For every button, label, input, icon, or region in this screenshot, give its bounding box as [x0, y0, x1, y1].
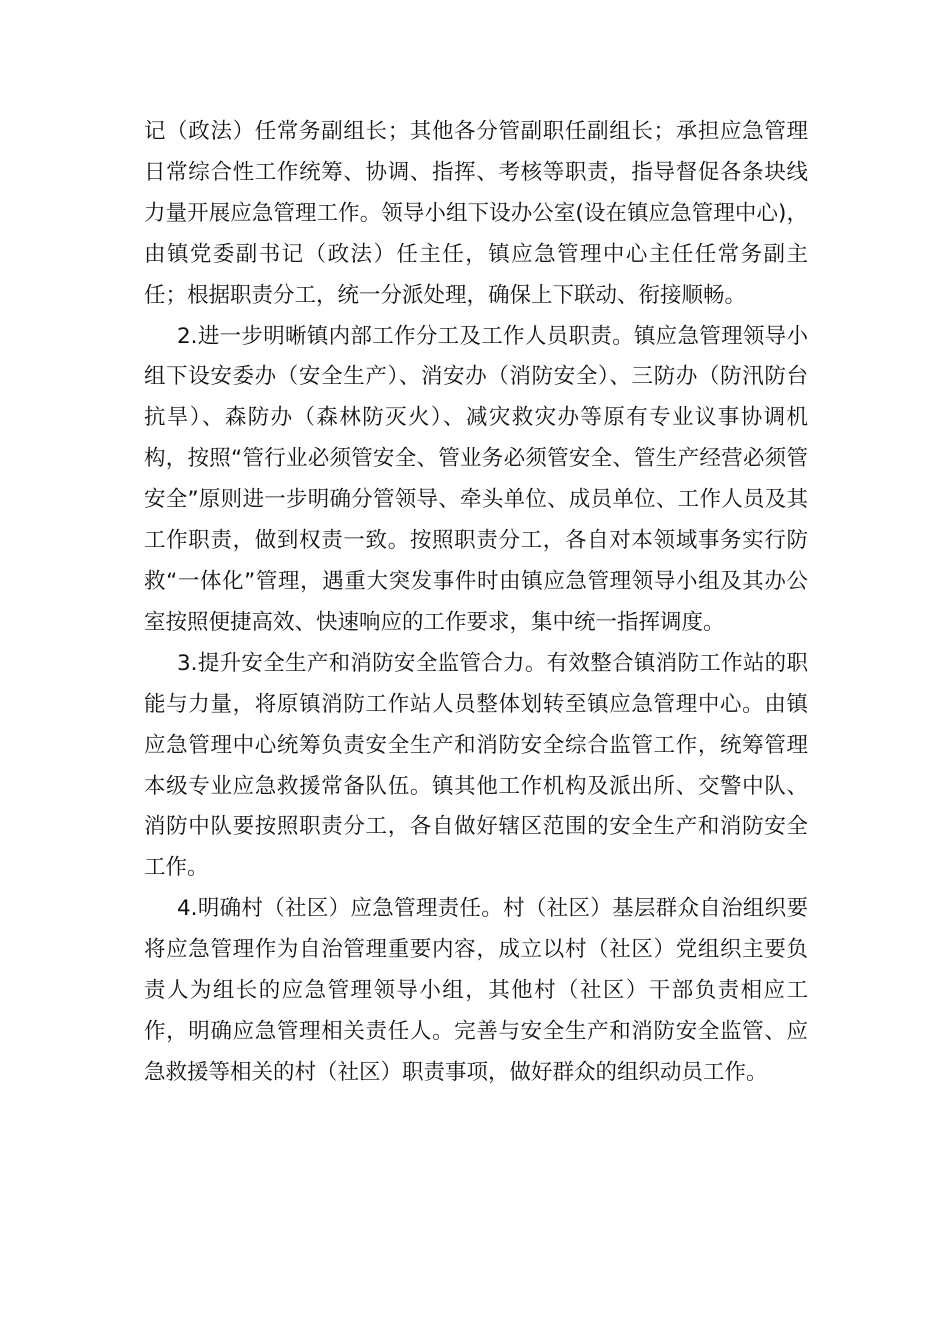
- paragraph-item-3: 3.提升安全生产和消防安全监管合力。有效整合镇消防工作站的职能与力量，将原镇消防工作站人员整体划转至镇应急管理中心。由镇应急管理中心统筹负责安全生产和消防安全综合监管工作，统筹管理本级专业应急救援常备队伍。镇其他工作机构及派出所、交警中队、消防中队要按照职责分工，各自做好辖区范围的安全生产和消防安全工作。: [144, 650, 808, 881]
- document-body: [144, 112, 808, 1094]
- paragraph-item-4: 4.明确村（社区）应急管理责任。村（社区）基层群众自治组织要将应急管理作为自治管理重要内容，成立以村（社区）党组织主要负责人为组长的应急管理领导小组，其他村（社区）干部负责相应工作，明确应急管理相关责任人。完善与安全生产和消防安全监管、应急救援等相关的村（社区）职责事项，做好群众的组织动员工作。: [144, 896, 808, 1085]
- paragraph-continuation: 记（政法）任常务副组长；其他各分管副职任副组长；承担应急管理日常综合性工作统筹、协调、指挥、考核等职责，指导督促各条块线力量开展应急管理工作。领导小组下设办公室(设在镇应急管理中心)，由镇党委副书记（政法）任主任，镇应急管理中心主任任常务副主任；根据职责分工，统一分派处理，确保上下联动、衔接顺畅。: [144, 119, 808, 308]
- paragraph-item-2: 2.进一步明晰镇内部工作分工及工作人员职责。镇应急管理领导小组下设安委办（安全生产）、消安办（消防安全）、三防办（防汛防台抗旱）、森防办（森林防灭火）、减灾救灾办等原有专业议事协调机构，按照“管行业必须管安全、管业务必须管安全、管生产经营必须管安全”原则进一步明确分管领导、牵头单位、成员单位、工作人员及其工作职责，做到权责一致。按照职责分工，各自对本领域事务实行防救“一体化”管理，遇重大突发事件时由镇应急管理领导小组及其办公室按照便捷高效、快速响应的工作要求，集中统一指挥调度。: [144, 323, 808, 635]
